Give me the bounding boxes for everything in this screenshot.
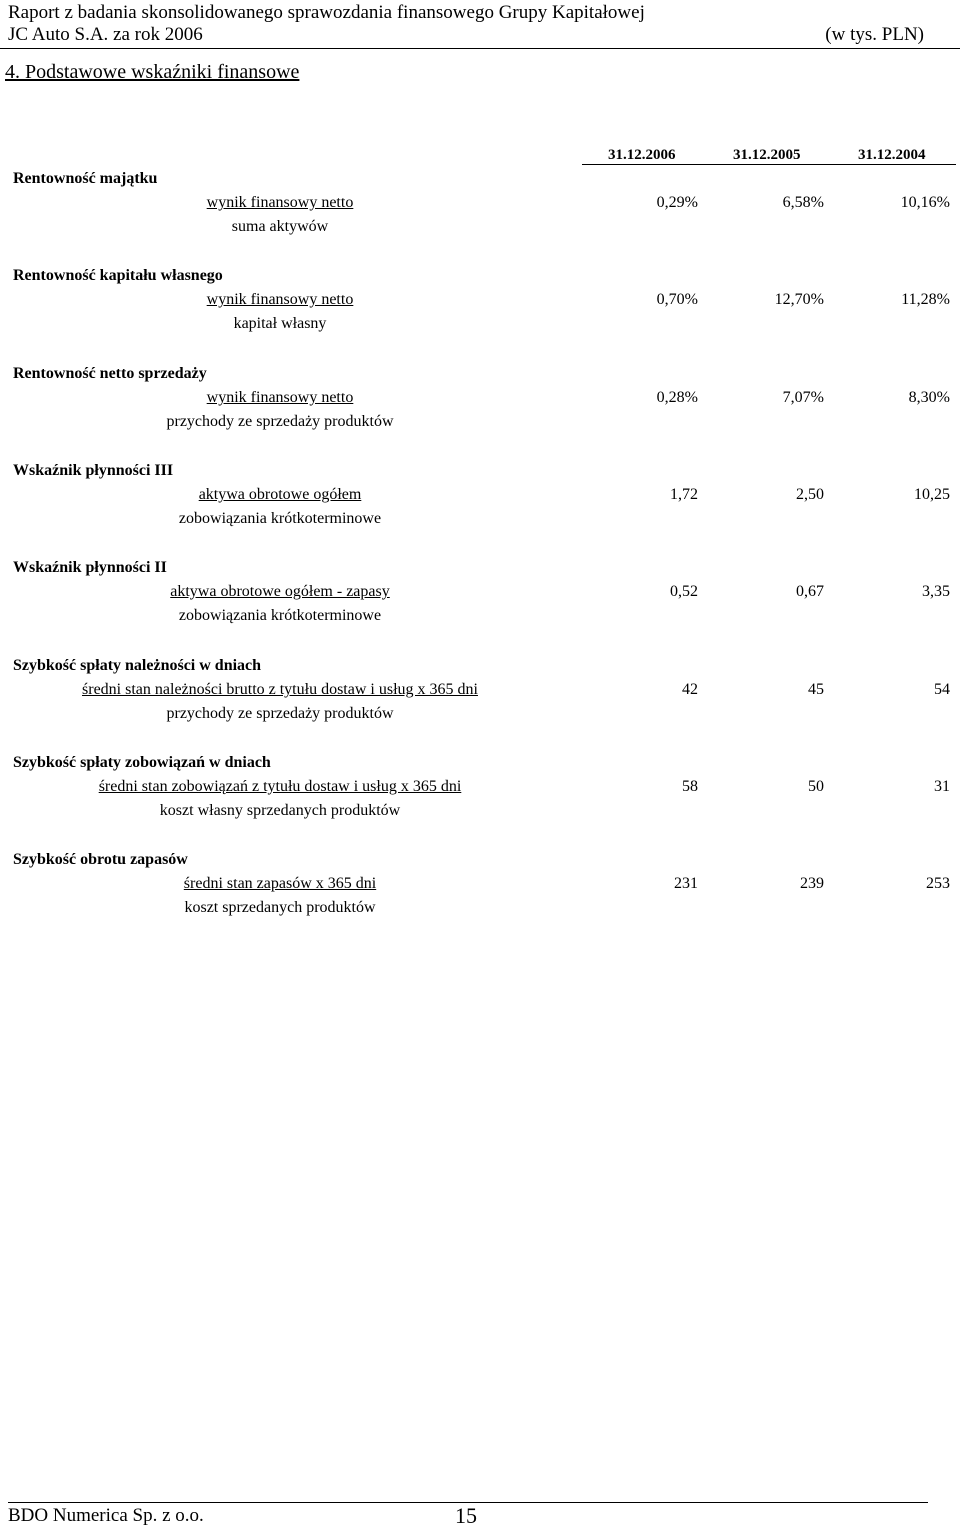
indicator-title: Wskaźnik płynności II <box>13 559 167 576</box>
column-header-2004: 31.12.2004 <box>858 147 926 163</box>
indicator-denominator: suma aktywów <box>231 218 329 235</box>
indicator-value-31-12-2005: 2,50 <box>796 486 824 503</box>
indicator-value-31-12-2005: 12,70% <box>774 291 824 308</box>
indicator-value-31-12-2006: 58 <box>682 778 698 795</box>
unit-label: (w tys. PLN) <box>825 24 924 45</box>
page-number: 15 <box>455 1503 477 1528</box>
column-header-rule <box>582 164 956 165</box>
indicator-denominator: przychody ze sprzedaży produktów <box>166 705 394 722</box>
indicator-numerator <box>0 486 560 504</box>
section-title: 4. Podstawowe wskaźniki finansowe <box>5 61 300 83</box>
indicator-value-31-12-2006: 42 <box>682 681 698 698</box>
indicator-numerator-text: średni stan należności brutto z tytułu dostaw i usług x 365 dni <box>82 681 478 698</box>
indicator-denominator: kapitał własny <box>233 315 327 332</box>
indicator-numerator <box>0 291 560 309</box>
report-title-line2: JC Auto S.A. za rok 2006 <box>8 24 203 45</box>
indicator-denominator: przychody ze sprzedaży produktów <box>166 413 394 430</box>
indicator-value-31-12-2006: 0,52 <box>670 583 698 600</box>
indicator-numerator <box>0 875 560 893</box>
indicator-numerator-text: średni stan zapasów x 365 dni <box>183 875 377 892</box>
column-header-2005: 31.12.2005 <box>733 147 801 163</box>
indicator-value-31-12-2006: 1,72 <box>670 486 698 503</box>
indicator-value-31-12-2005: 45 <box>808 681 824 698</box>
indicator-value-31-12-2006: 0,70% <box>656 291 698 308</box>
indicator-numerator-text: średni stan zobowiązań z tytułu dostaw i usług x 365 dni <box>98 778 462 795</box>
indicator-title: Szybkość spłaty należności w dniach <box>13 657 262 674</box>
indicator-value-31-12-2004: 3,35 <box>922 583 950 600</box>
indicator-value-31-12-2004: 11,28% <box>901 291 950 308</box>
indicator-value-31-12-2005: 7,07% <box>782 389 824 406</box>
indicator-numerator-text: wynik finansowy netto <box>206 389 354 406</box>
indicator-value-31-12-2004: 10,25 <box>914 486 950 503</box>
indicator-value-31-12-2006: 0,28% <box>656 389 698 406</box>
indicator-value-31-12-2004: 8,30% <box>908 389 950 406</box>
indicator-title: Rentowność netto sprzedaży <box>13 365 207 382</box>
indicator-denominator: zobowiązania krótkoterminowe <box>178 510 382 527</box>
indicator-numerator-text: aktywa obrotowe ogółem <box>198 486 362 503</box>
indicator-value-31-12-2005: 50 <box>808 778 824 795</box>
footer-company: BDO Numerica Sp. z o.o. <box>8 1505 204 1526</box>
indicator-title: Szybkość spłaty zobowiązań w dniach <box>13 754 271 771</box>
indicator-denominator: koszt własny sprzedanych produktów <box>159 802 401 819</box>
indicator-value-31-12-2004: 31 <box>934 778 950 795</box>
indicator-numerator <box>0 778 560 796</box>
indicator-title: Szybkość obrotu zapasów <box>13 851 188 868</box>
indicator-value-31-12-2005: 6,58% <box>782 194 824 211</box>
indicator-value-31-12-2006: 231 <box>674 875 698 892</box>
column-header-2006: 31.12.2006 <box>608 147 676 163</box>
indicator-numerator-text: aktywa obrotowe ogółem - zapasy <box>170 583 390 600</box>
indicator-numerator <box>0 194 560 212</box>
indicator-value-31-12-2005: 0,67 <box>796 583 824 600</box>
indicator-numerator-text: wynik finansowy netto <box>206 291 354 308</box>
indicator-denominator: zobowiązania krótkoterminowe <box>178 607 382 624</box>
indicator-value-31-12-2006: 0,29% <box>656 194 698 211</box>
report-title-line1: Raport z badania skonsolidowanego sprawozdania finansowego Grupy Kapitałowej <box>8 2 645 23</box>
indicator-denominator: koszt sprzedanych produktów <box>184 899 376 916</box>
indicator-numerator <box>0 681 560 699</box>
indicator-title: Rentowność majątku <box>13 170 158 187</box>
indicator-numerator <box>0 389 560 407</box>
indicator-numerator <box>0 583 560 601</box>
indicator-value-31-12-2004: 10,16% <box>900 194 950 211</box>
indicator-numerator-text: wynik finansowy netto <box>206 194 354 211</box>
indicator-title: Wskaźnik płynności III <box>13 462 174 479</box>
header-rule <box>0 48 960 49</box>
indicator-value-31-12-2005: 239 <box>800 875 824 892</box>
indicator-value-31-12-2004: 253 <box>926 875 950 892</box>
indicator-value-31-12-2004: 54 <box>934 681 950 698</box>
indicator-title: Rentowność kapitału własnego <box>13 267 223 284</box>
